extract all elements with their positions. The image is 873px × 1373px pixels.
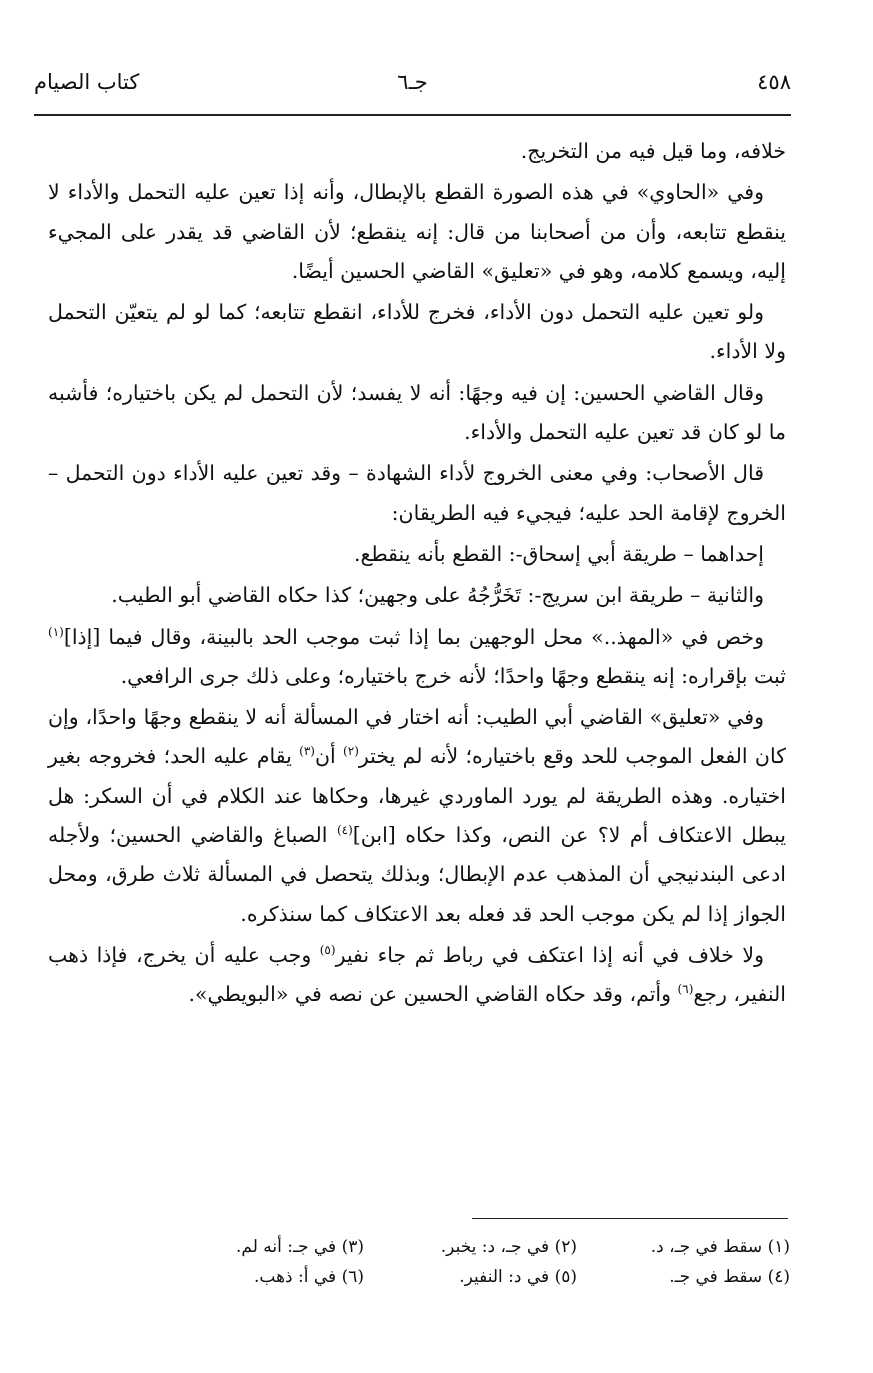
- paragraph-text: يقام عليه الحد؛ فخروجه بغير اختياره. وهذه الطريقة لم يورد الماوردي غيرها، وحكاها عند الكلام في أن السكر: هل يبطل الاعتكاف أم لا؟ عن النص، وكذا حكاه [ابن]: [48, 744, 786, 848]
- paragraph-text: وأتم، وقد حكاه القاضي الحسين عن نصه في «البويطي».: [188, 982, 678, 1007]
- footnote-reference: (٢): [343, 744, 359, 759]
- footnote: (٦) في أ: ذهب.: [253, 1267, 364, 1287]
- paragraph-text: وقال القاضي الحسين: إن فيه وجهًا: أنه لا يفسد؛ لأن التحمل لم يكن باختياره؛ فأشبه ما لو كان قد تعين عليه التحمل والأداء.: [48, 380, 786, 445]
- paragraph-text: والثانية – طريقة ابن سريج-: تَخَرُّجُهُ على وجهين؛ كذا حكاه القاضي أبو الطيب.: [111, 583, 764, 608]
- main-text: [48, 132, 786, 1017]
- paragraph: [48, 535, 786, 574]
- paragraph-text: أن: [314, 744, 344, 769]
- paragraph-text: وفي «تعليق» القاضي أبي الطيب: أنه اختار في المسألة أنه لا ينقطع وجهًا واحدًا، وإن كان الفعل الموجب للحد وقع باختياره؛ لأنه لم يختر: [48, 705, 786, 769]
- paragraph-text: ولا خلاف في أنه إذا اعتكف في رباط ثم جاء نفير: [335, 942, 764, 967]
- footnotes: [150, 1232, 790, 1292]
- paragraph-text: ولو تعين عليه التحمل دون الأداء، فخرج للأداء، انقطع تتابعه؛ كما لو لم يتعيّن التحمل ولا الأداء.: [48, 300, 786, 364]
- footnote: (٥) في د: النفير.: [459, 1267, 577, 1287]
- footnote: (٣) في جـ: أنه لم.: [235, 1237, 364, 1257]
- page-header: [34, 64, 791, 108]
- footnote-divider: [472, 1218, 788, 1219]
- paragraph-text: ثبت بإقراره: إنه ينقطع وجهًا واحدًا؛ لأنه خرج باختياره؛ وعلى ذلك جرى الرافعي.: [120, 663, 786, 688]
- paragraph: [48, 293, 786, 372]
- paragraph: [48, 454, 786, 533]
- paragraph: [48, 576, 786, 615]
- header-divider: [34, 114, 791, 116]
- footnote-reference: (٦): [677, 982, 694, 997]
- footnote: (٢) في جـ، د: يخبر.: [440, 1237, 577, 1257]
- paragraph: [48, 618, 786, 697]
- footnote: (١) سقط في جـ، د.: [650, 1237, 790, 1257]
- paragraph-text: إحداهما – طريقة أبي إسحاق-: القطع بأنه ينقطع.: [353, 541, 764, 566]
- footnote-reference: (١): [48, 624, 64, 639]
- footnote-reference: (٥): [319, 943, 336, 958]
- paragraph-text: الصباغ والقاضي الحسين؛ ولأجله ادعى البندنيجي أن المذهب عدم الإبطال؛ وبذلك يتحصل في المسألة ثلاث طرق، ومحل الجواز إذا لم يكن موجب الحد قد فعله بعد الاعتكاف كما سنذكره.: [48, 823, 786, 926]
- footnote-reference: (٤): [336, 823, 353, 838]
- footnote-row: [150, 1262, 790, 1292]
- paragraph-text: خلافه، وما قيل فيه من التخريج.: [520, 139, 786, 163]
- footnote-row: [150, 1232, 790, 1262]
- paragraph: [48, 936, 786, 1015]
- paragraph: [48, 132, 786, 171]
- paragraph-text: قال الأصحاب: وفي معنى الخروج لأداء الشهادة – وقد تعين عليه الأداء دون التحمل – الخروج لإقامة الحد عليه؛ فيجيء فيه الطريقان:: [48, 461, 786, 525]
- paragraph: [48, 173, 786, 291]
- volume-label: جـ٦: [397, 70, 428, 94]
- footnote-reference: (٣): [299, 744, 315, 759]
- paragraph-text: وخص في «المهذ..» محل الوجهين بما إذا ثبت موجب الحد بالبينة، وقال فيما [إذا]: [63, 624, 764, 649]
- paragraph-text: وفي «الحاوي» في هذه الصورة القطع بالإبطال، وأنه إذا تعين عليه التحمل والأداء لا ينقطع تتابعه، وأن من أصحابنا من قال: إنه ينقطع؛ لأن القاضي قد يقدر على المجيء إليه، ويسمع كلامه، وهو في «تعليق» القاضي الحسين أيضًا.: [48, 180, 786, 283]
- page-number: ٤٥٨: [757, 70, 791, 94]
- book-title: كتاب الصيام: [34, 70, 140, 94]
- paragraph: [48, 698, 786, 934]
- paragraph: [48, 374, 786, 453]
- footnote: (٤) سقط في جـ.: [669, 1267, 790, 1287]
- paragraph-text: وجب عليه أن يخرج، فإذا ذهب النفير، رجع: [48, 942, 786, 1007]
